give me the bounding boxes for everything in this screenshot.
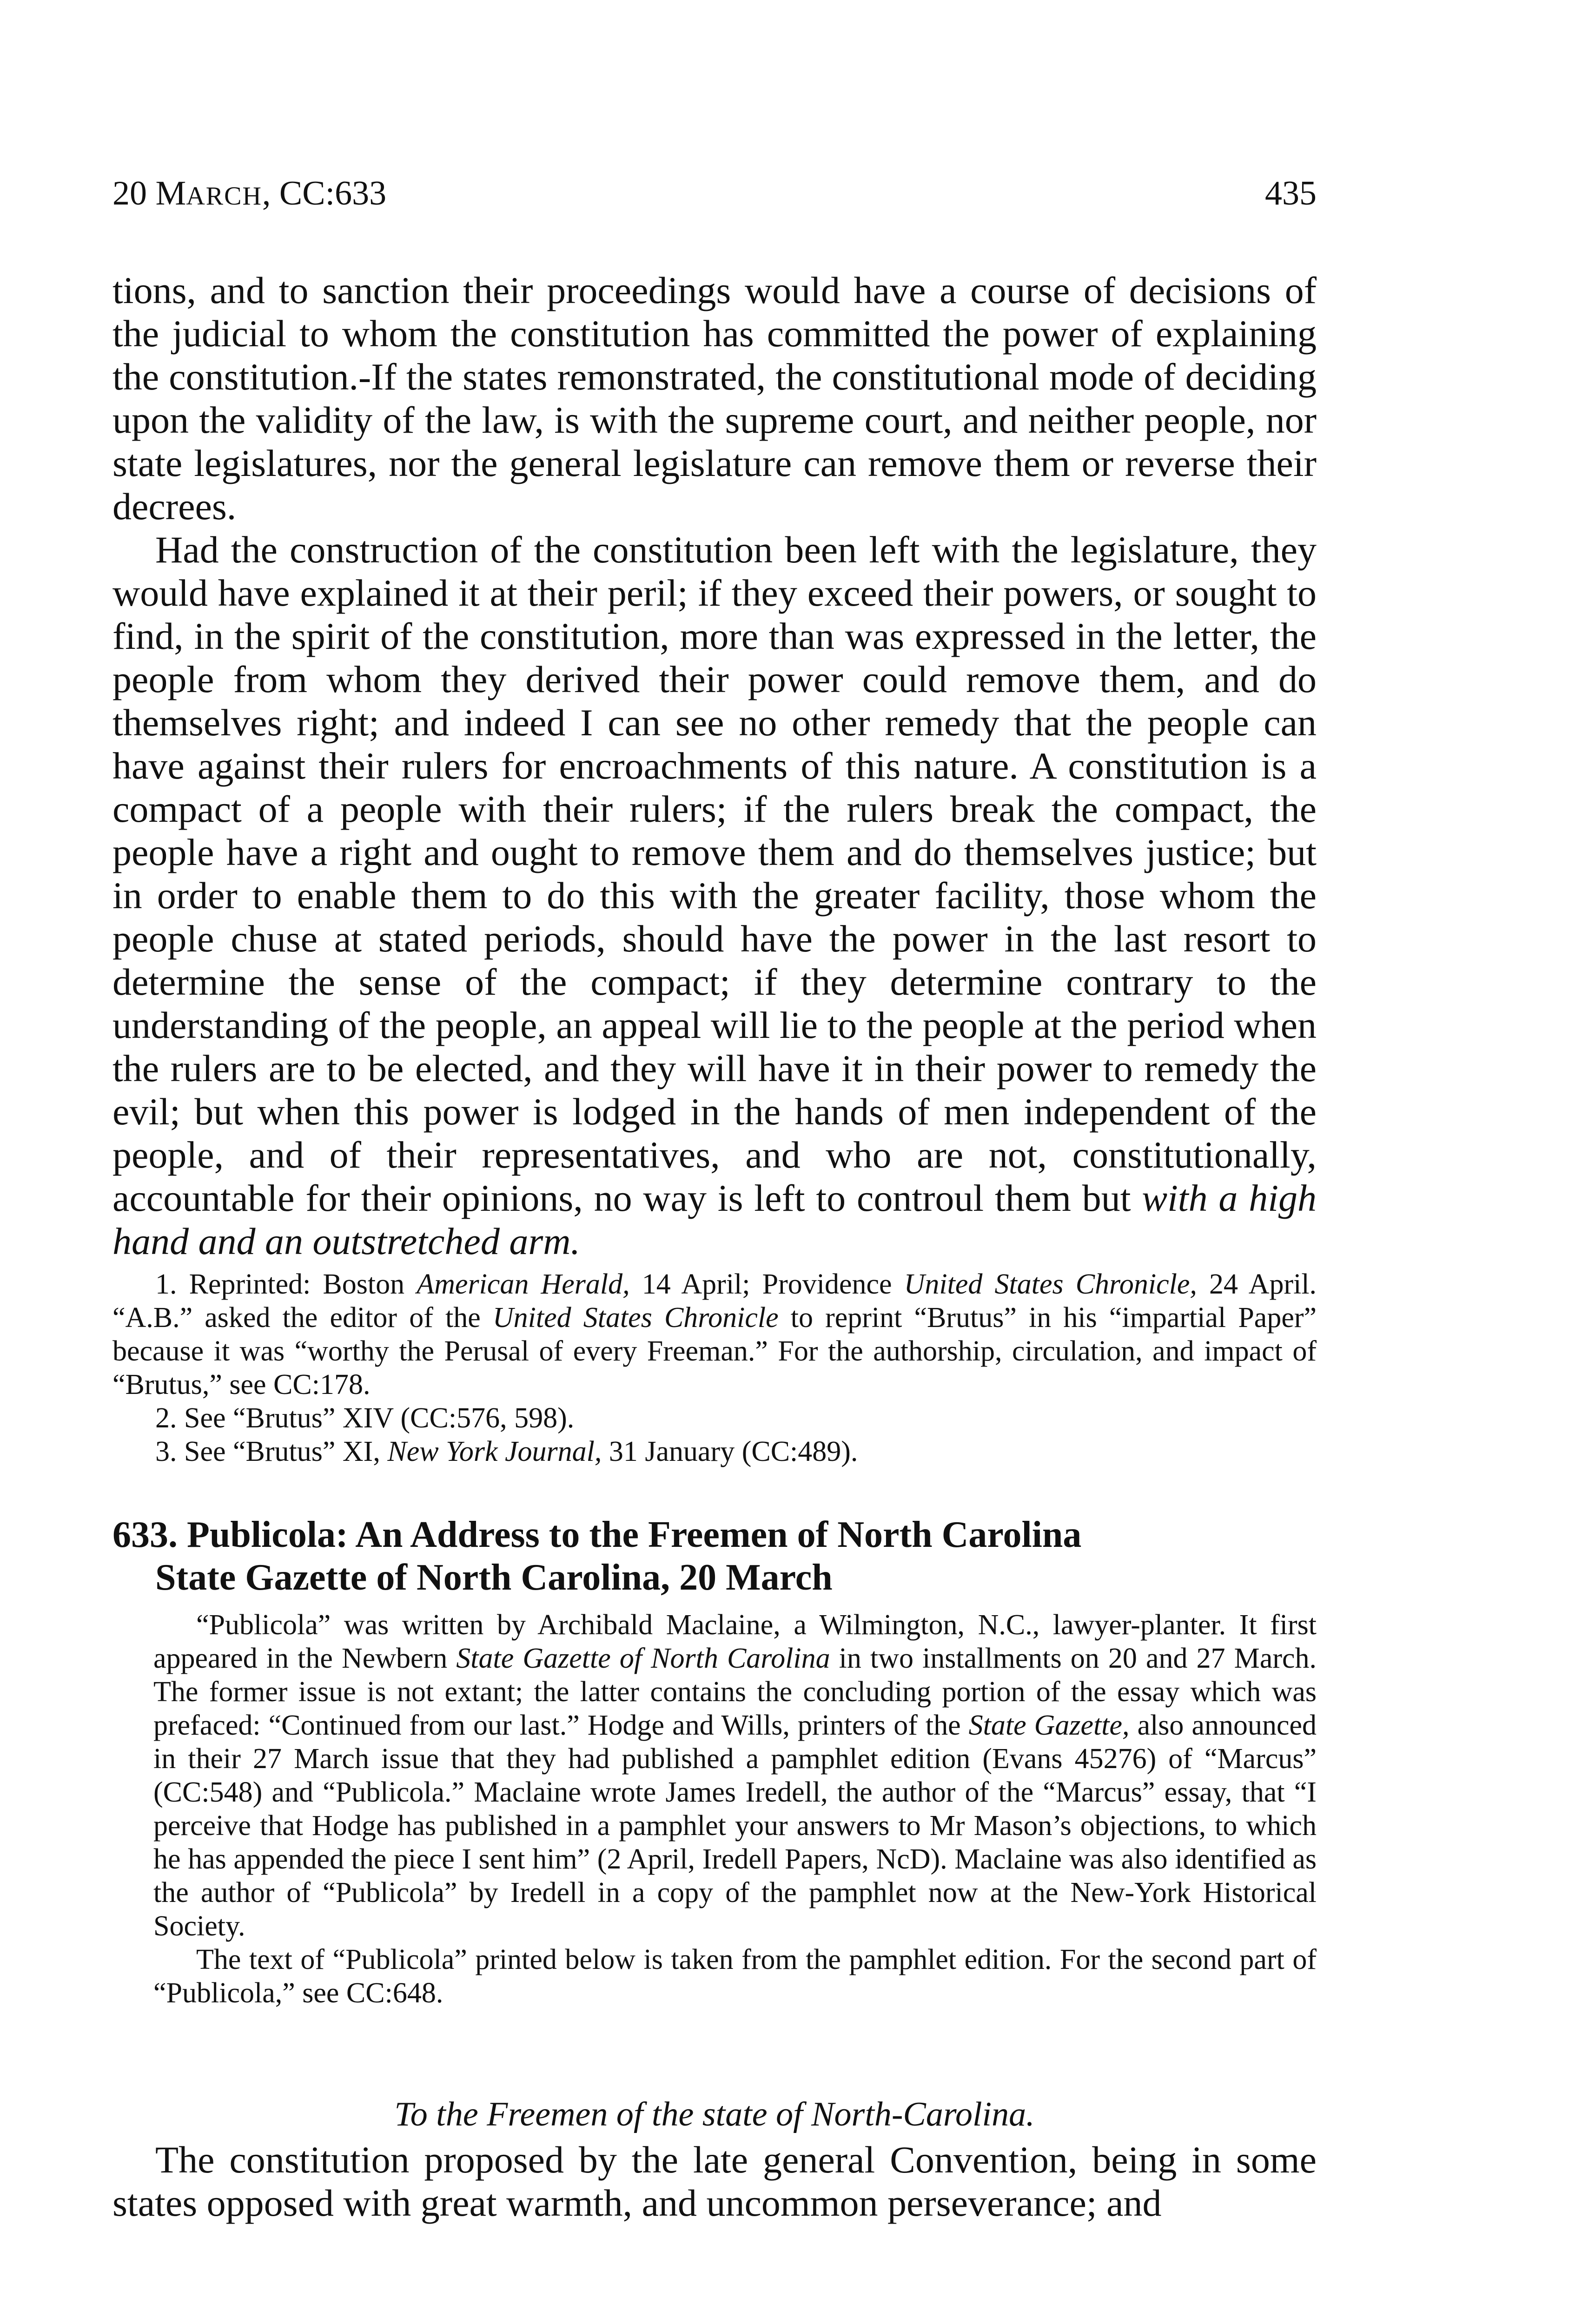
address-opening-text: The constitution proposed by the late general Convention, being in some states opposed with great warmth, and uncommon perseverance; and (112, 2139, 1317, 2224)
paragraph-italic-text: with a high hand and an outstretched arm. (112, 1177, 1317, 1262)
header-date-ref (112, 170, 386, 219)
intro-paragraph-2: The text of “Publicola” printed below is taken from the pamphlet edition. For the second part of “Publicola,” see CC:648. (153, 1944, 1317, 2009)
paragraph-text: tions, and to sanction their proceedings would have a course of decisions of the judicial to whom the constitution has committed the power of explaining the constitution.-If the states remonstrated, the constitutional mode of deciding upon the validity of the law, is with the supreme court, and neither people, nor state legislatures, nor the general legislature can remove them or reverse their decrees. (112, 269, 1317, 528)
paragraph-text (112, 528, 1317, 1263)
footnote-3: 3. See “Brutus” XI, New York Journal, 31 January (CC:489). (155, 1436, 858, 1467)
paragraph-main-text: Had the construction of the constitution been left with the legislature, they would have explained it at their peril; if they exceed their powers, or sought to find, in the spirit of the constitution, more than was expressed in the letter, the people from whom they derived their power could remove them, and do themselves right; and indeed I can see no other remedy that the people can have against their rulers for encroachments of this nature. A constitution is a compact of a people with their rulers; if the rulers break the compact, the people have a right and ought to remove them and do themselves justice; but in order to enable them to do this with the greater facility, those whom the people chuse at stated periods, should have the power in the last resort to determine the sense of the compact; if they determine contrary to the understanding of the people, an appeal will lie to the people at the period when the rulers are to be elected, and they will have it in their power to remedy the evil; but when this power is lodged in the hands of men independent of the people, and of their representatives, and who are not, constitutionally, accountable for their opinions, no way is left to controul them but (112, 528, 1317, 1219)
section-title-line-1: 633. Publicola: An Address to the Freemen of North Carolina (112, 1514, 1082, 1555)
footnote-2: 2. See “Brutus” XIV (CC:576, 598). (155, 1402, 575, 1434)
running-header (112, 170, 1317, 217)
footnotes (112, 1268, 1317, 1468)
section-title-line-2: State Gazette of North Carolina, 20 March (155, 1557, 833, 1598)
header-month-initial: M (155, 174, 186, 212)
header-ref: , CC:633 (262, 174, 387, 212)
footnote-1: 1. Reprinted: Boston American Herald, 14 April; Providence United States Chronicle, 24 April. “A.B.” asked the editor of the United States Chronicle to reprint “Brutus” in his “impartial Paper” because it was “worthy the Perusal of every Freeman.” For the authorship, circulation, and impact of “Brutus,” see CC:178. (112, 1268, 1317, 1400)
intro-paragraph-1: “Publicola” was written by Archibald Maclaine, a Wilmington, N.C., lawyer-planter. It first appeared in the Newbern State Gazette of North Carolina in two installments on 20 and 27 March. The former issue is not extant; the latter contains the concluding portion of the essay which was prefaced: “Continued from our last.” Hodge and Wills, printers of the State Gazette, also announced in their 27 March issue that they had published a pamphlet edition (Evans 45276) of “Marcus” (CC:548) and “Publicola.” Maclaine wrote James Iredell, the author of the “Marcus” essay, that “I perceive that Hodge has published in a pamphlet your answers to Mr Mason’s objections, to which he has appended the piece I sent him” (2 April, Iredell Papers, NcD). Maclaine was also identified as the author of “Publicola” by Iredell in a copy of the pamphlet now at the New-York Historical Society. (153, 1609, 1317, 1942)
page-number: 435 (1265, 174, 1317, 212)
body-paragraph-1 (112, 269, 1317, 528)
body-paragraph-2 (112, 528, 1317, 1263)
address-opening (112, 2138, 1317, 2225)
header-day: 20 (112, 174, 147, 212)
editorial-introduction (153, 1608, 1317, 2010)
section-title (112, 1513, 1317, 1599)
address-heading: To the Freemen of the state of North-Carolina. (394, 2095, 1035, 2133)
header-month-rest: ARCH (186, 182, 262, 211)
